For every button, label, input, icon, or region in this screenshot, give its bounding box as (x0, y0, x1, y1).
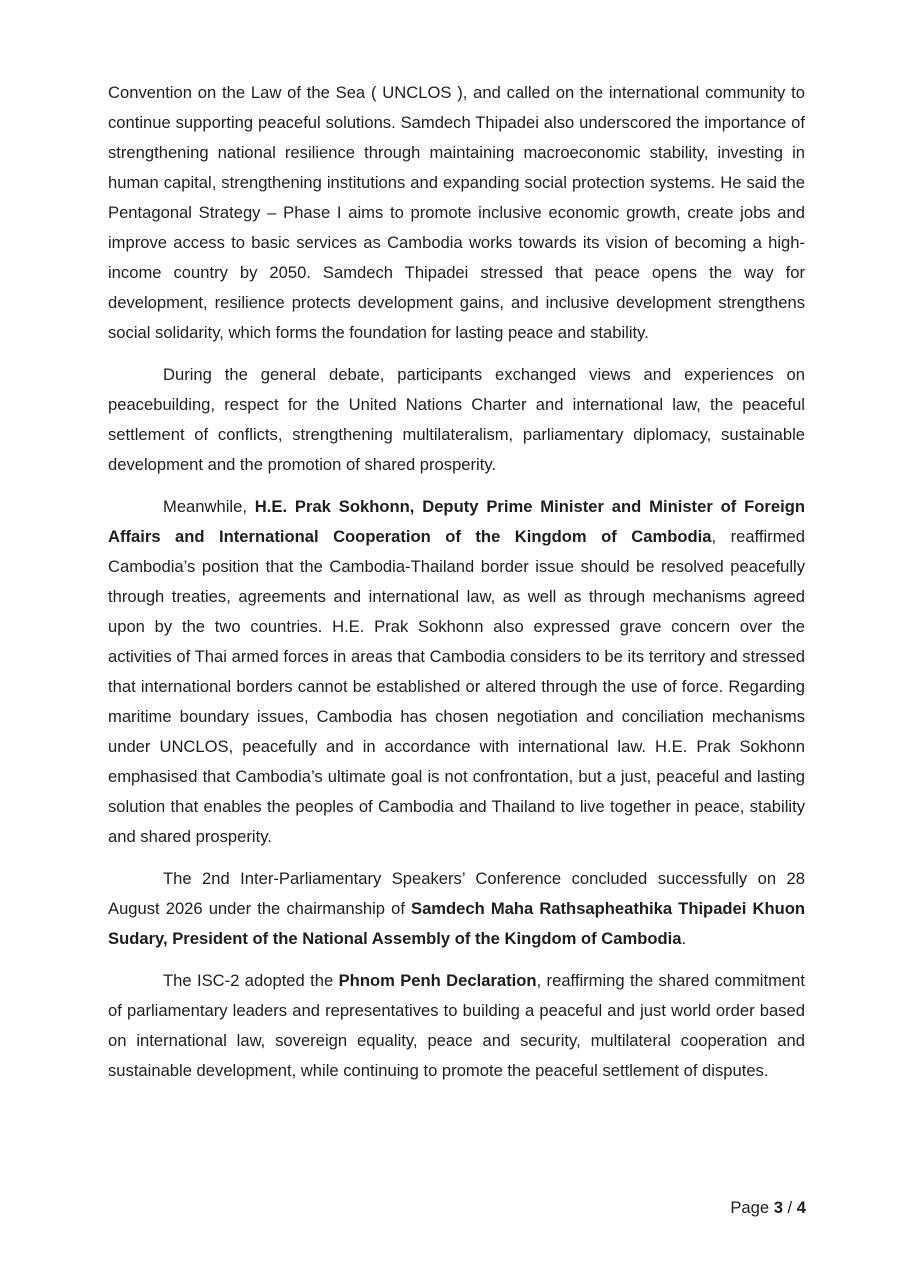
document-body (108, 78, 805, 1098)
page-number (730, 1196, 806, 1220)
paragraph-prak-sokhonn-title: H.E. Prak Sokhonn, Deputy Prime Minister and Minister of Foreign Affairs and International Cooperation of the Kingdom of Cambodia (108, 497, 805, 546)
page-label: Page (730, 1198, 774, 1217)
page-separator: / (782, 1198, 797, 1217)
paragraph-unclos-resilience: Convention on the Law of the Sea ( UNCLOS ), and called on the international community to continue supporting peaceful solutions. Samdech Thipadei also underscored the importance of strengthening national resilience through maintaining macroeconomic stability, investing in human capital, strengthening institutions and expanding social protection systems. He said the Pentagonal Strategy – Phase I aims to promote inclusive economic growth, create jobs and improve access to basic services as Cambodia works towards its vision of becoming a high-income country by 2050. Samdech Thipadei stressed that peace opens the way for development, resilience protects development gains, and inclusive development strengthens social solidarity, which forms the foundation for lasting peace and stability. (108, 83, 805, 342)
paragraph-general-debate: During the general debate, participants exchanged views and experiences on peacebuilding, respect for the United Nations Charter and international law, the peaceful settlement of conflicts, strengthening multilateralism, parliamentary diplomacy, sustainable development and the promotion of shared prosperity. (108, 365, 805, 474)
current-page-number: 3 (773, 1198, 783, 1217)
paragraph-declaration-body: , reaffirming the shared commitment of parliamentary leaders and representatives to building a peaceful and just world order based on international law, sovereign equality, peace and security, multilateral cooperation and sustainable development, while continuing to promote the peaceful settlement of disputes. (108, 971, 805, 1080)
paragraph-conference-conclusion-lead: The 2nd Inter-Parliamentary Speakers’ Conference concluded successfully on 28 August 2026 under the chairmanship of (108, 869, 805, 918)
paragraph-prak-sokhonn (108, 492, 805, 852)
paragraph-conference-conclusion-end: . (681, 929, 687, 948)
paragraph-conference-chair: Samdech Maha Rathsapheathika Thipadei Khuon Sudary, President of the National Assembly of the Kingdom of Cambodia (108, 899, 805, 948)
paragraph-conference-conclusion (108, 864, 805, 954)
paragraph-prak-sokhonn-body: , reaffirmed Cambodia’s position that the Cambodia-Thailand border issue should be resolved peacefully through treaties, agreements and international law, as well as through mechanisms agreed upon by the two countries. H.E. Prak Sokhonn also expressed grave concern over the activities of Thai armed forces in areas that Cambodia considers to be its territory and stressed that international borders cannot be established or altered through the use of force. Regarding maritime boundary issues, Cambodia has chosen negotiation and conciliation mechanisms under UNCLOS, peacefully and in accordance with international law. H.E. Prak Sokhonn emphasised that Cambodia’s ultimate goal is not confrontation, but a just, peaceful and lasting solution that enables the peoples of Cambodia and Thailand to live together in peace, stability and shared prosperity. (108, 527, 805, 846)
paragraph-declaration-lead: The ISC-2 adopted the (163, 971, 339, 990)
paragraph-phnom-penh-declaration (108, 966, 805, 1086)
declaration-name: Phnom Penh Declaration (338, 971, 537, 990)
paragraph-prak-sokhonn-lead: Meanwhile, (163, 497, 255, 516)
total-pages-number: 4 (796, 1198, 806, 1217)
